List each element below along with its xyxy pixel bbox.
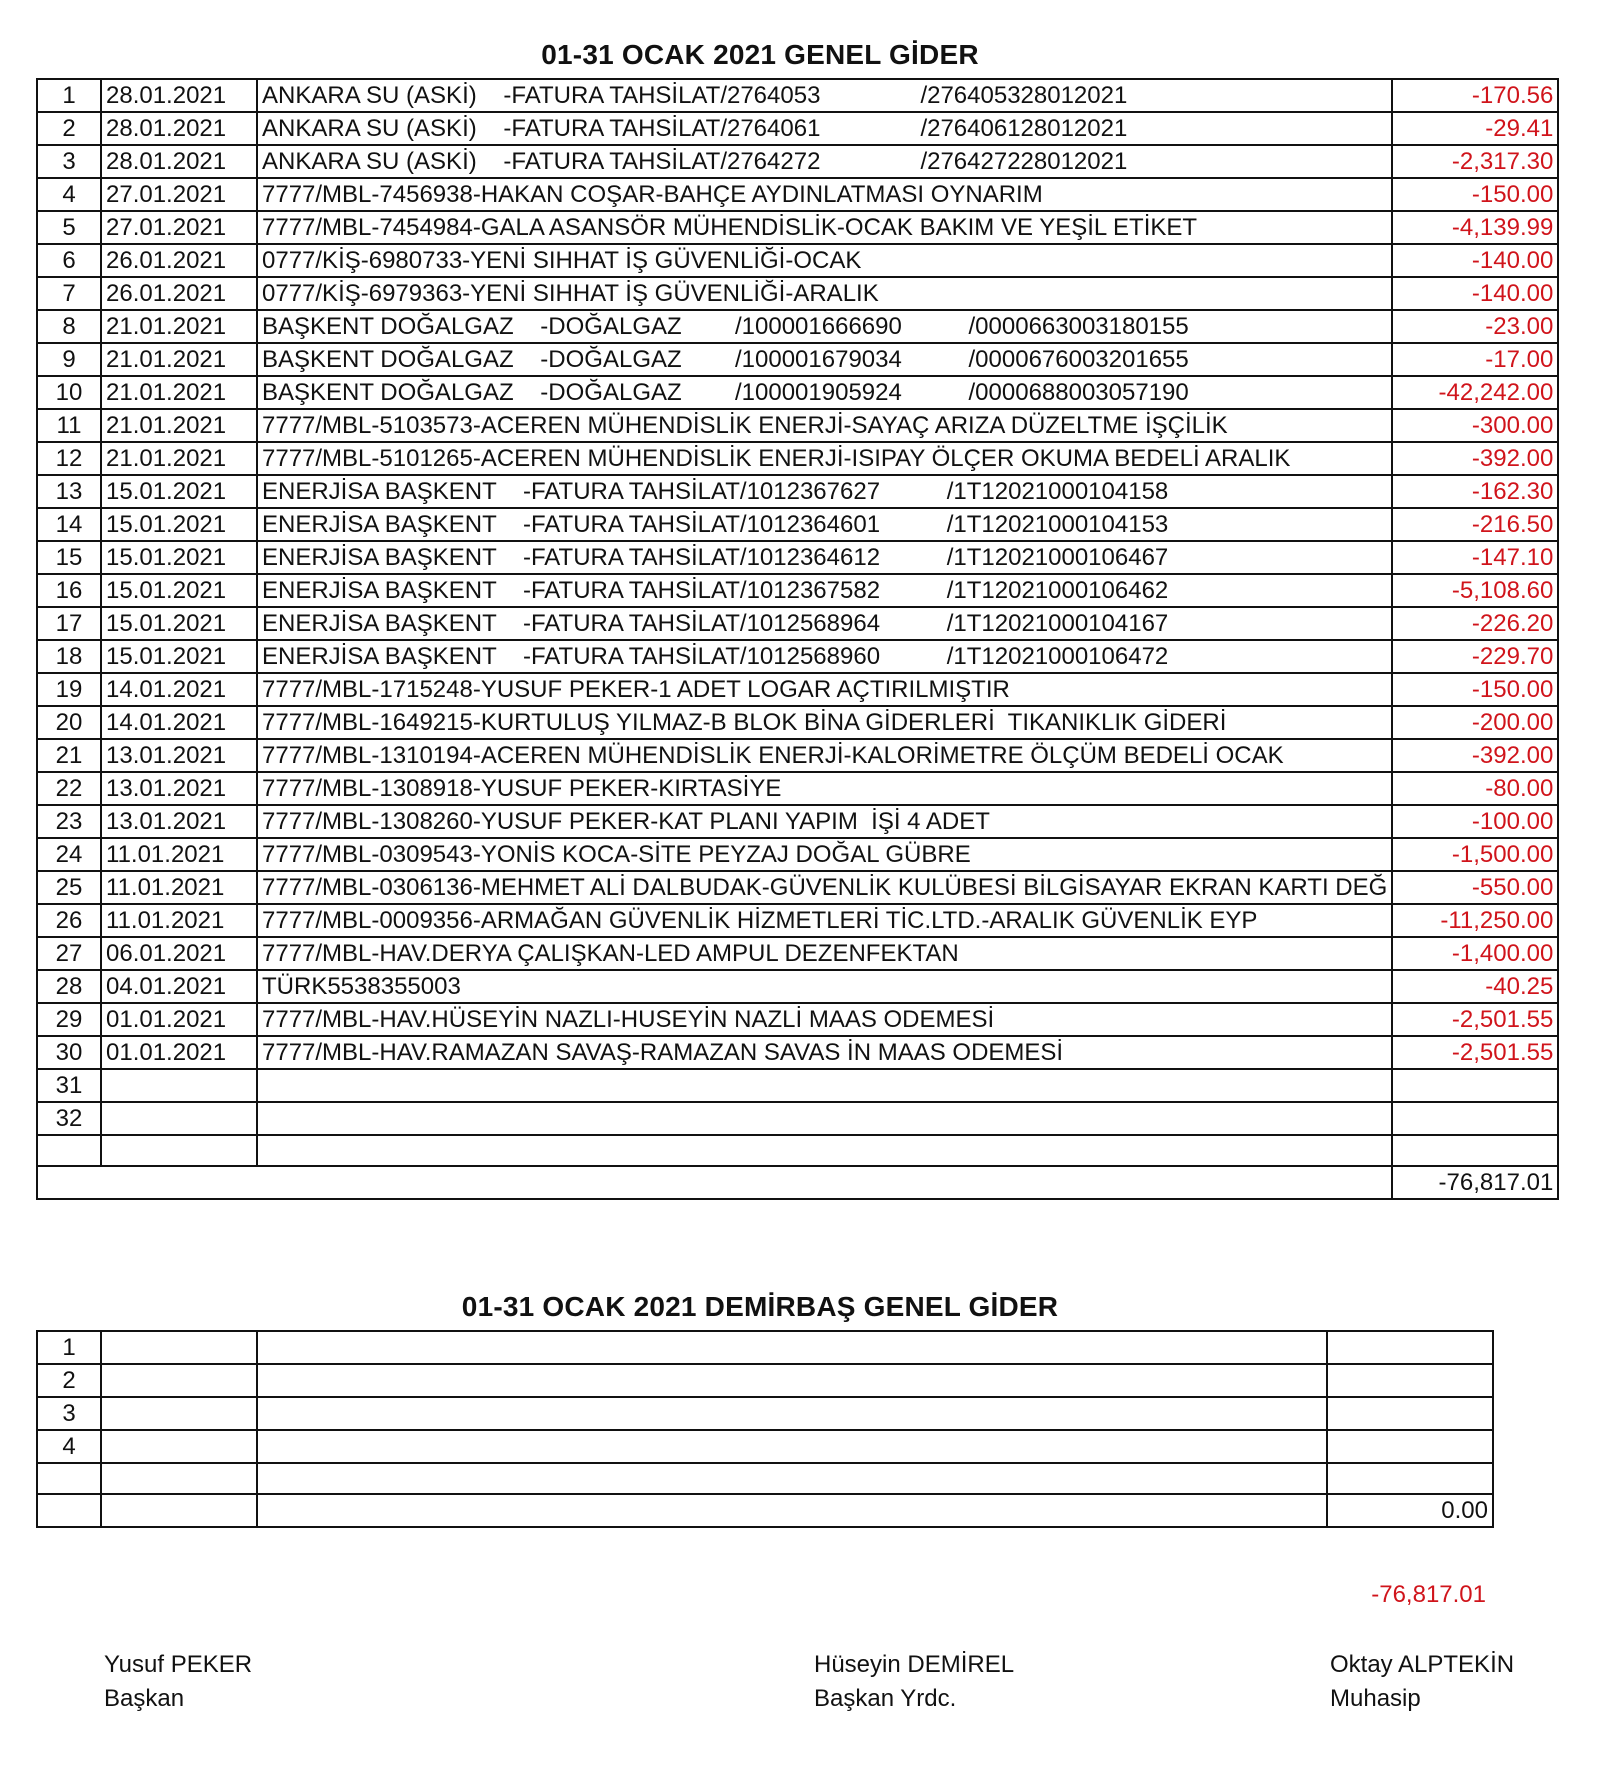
- table-row: [37, 1364, 1493, 1397]
- row-date: [101, 1069, 257, 1102]
- table-row: [37, 640, 1558, 673]
- row-description: ENERJİSA BAŞKENT -FATURA TAHSİLAT/1012367582 /1T12021000106462: [257, 574, 1392, 607]
- row-amount: [1392, 1135, 1558, 1166]
- row-amount: -4,139.99: [1392, 211, 1558, 244]
- row-date: 15.01.2021: [101, 475, 257, 508]
- row-date: 01.01.2021: [101, 1036, 257, 1069]
- table-row: [37, 1463, 1493, 1494]
- row-description: ENERJİSA BAŞKENT -FATURA TAHSİLAT/1012568960 /1T12021000106472: [257, 640, 1392, 673]
- row-description: [257, 1430, 1327, 1463]
- table-row: [37, 937, 1558, 970]
- row-date: 14.01.2021: [101, 673, 257, 706]
- grand-total: -76,817.01: [1371, 1581, 1486, 1608]
- row-number: 10: [37, 376, 101, 409]
- row-description: 7777/MBL-1310194-ACEREN MÜHENDİSLİK ENERJİ-KALORİMETRE ÖLÇÜM BEDELİ OCAK: [257, 739, 1392, 772]
- row-date: 21.01.2021: [101, 376, 257, 409]
- row-description: BAŞKENT DOĞALGAZ -DOĞALGAZ /100001679034 /0000676003201655: [257, 343, 1392, 376]
- row-description: [257, 1364, 1327, 1397]
- row-description: 7777/MBL-1715248-YUSUF PEKER-1 ADET LOGAR AÇTIRILMIŞTIR: [257, 673, 1392, 706]
- row-amount: -300.00: [1392, 409, 1558, 442]
- table-row: [37, 541, 1558, 574]
- row-description: ANKARA SU (ASKİ) -FATURA TAHSİLAT/2764061 /276406128012021: [257, 112, 1392, 145]
- row-date: 26.01.2021: [101, 277, 257, 310]
- row-description: [257, 1397, 1327, 1430]
- row-number: 8: [37, 310, 101, 343]
- row-amount: -2,501.55: [1392, 1036, 1558, 1069]
- total-spacer: [37, 1494, 101, 1527]
- table-row: [37, 310, 1558, 343]
- row-number: [37, 1135, 101, 1166]
- row-amount: -392.00: [1392, 442, 1558, 475]
- row-amount: [1327, 1364, 1493, 1397]
- row-date: 11.01.2021: [101, 904, 257, 937]
- row-amount: [1392, 1102, 1558, 1135]
- row-number: 5: [37, 211, 101, 244]
- row-description: 7777/MBL-7456938-HAKAN COŞAR-BAHÇE AYDINLATMASI OYNARIM: [257, 178, 1392, 211]
- row-number: 1: [37, 79, 101, 112]
- row-description: ANKARA SU (ASKİ) -FATURA TAHSİLAT/2764272 /276427228012021: [257, 145, 1392, 178]
- general-expense-total: -76,817.01: [1392, 1166, 1558, 1199]
- table-row: [37, 1331, 1493, 1364]
- table-row: [37, 277, 1558, 310]
- row-number: 2: [37, 1364, 101, 1397]
- row-date: 06.01.2021: [101, 937, 257, 970]
- row-number: 30: [37, 1036, 101, 1069]
- row-date: 14.01.2021: [101, 706, 257, 739]
- table-row: [37, 79, 1558, 112]
- row-number: 18: [37, 640, 101, 673]
- row-amount: -162.30: [1392, 475, 1558, 508]
- row-date: 11.01.2021: [101, 871, 257, 904]
- row-date: 15.01.2021: [101, 508, 257, 541]
- table-row: [37, 343, 1558, 376]
- row-amount: -170.56: [1392, 79, 1558, 112]
- row-number: 21: [37, 739, 101, 772]
- row-number: 27: [37, 937, 101, 970]
- row-amount: [1327, 1397, 1493, 1430]
- row-amount: -2,501.55: [1392, 1003, 1558, 1036]
- general-expense-rows: [37, 79, 1558, 1166]
- row-date: 15.01.2021: [101, 541, 257, 574]
- row-number: 23: [37, 805, 101, 838]
- row-date: 13.01.2021: [101, 805, 257, 838]
- general-expense-title: 01-31 OCAK 2021 GENEL GİDER: [541, 39, 979, 70]
- row-amount: -23.00: [1392, 310, 1558, 343]
- row-number: 19: [37, 673, 101, 706]
- table-row: [37, 772, 1558, 805]
- table-row: [37, 1036, 1558, 1069]
- row-date: [101, 1135, 257, 1166]
- signature-role: Başkan: [104, 1685, 185, 1712]
- fixture-expense-title: 01-31 OCAK 2021 DEMİRBAŞ GENEL GİDER: [461, 1291, 1059, 1322]
- signature-role: Muhasip: [1330, 1685, 1421, 1712]
- total-spacer: [257, 1494, 1327, 1527]
- row-number: 2: [37, 112, 101, 145]
- row-description: [257, 1331, 1327, 1364]
- signature-block-accountant: [1330, 1648, 1514, 1716]
- row-number: 15: [37, 541, 101, 574]
- row-date: [101, 1397, 257, 1430]
- row-number: 13: [37, 475, 101, 508]
- row-date: 26.01.2021: [101, 244, 257, 277]
- row-description: [257, 1135, 1392, 1166]
- row-number: 31: [37, 1069, 101, 1102]
- row-date: 04.01.2021: [101, 970, 257, 1003]
- row-amount: -2,317.30: [1392, 145, 1558, 178]
- row-date: [101, 1430, 257, 1463]
- row-amount: -29.41: [1392, 112, 1558, 145]
- row-amount: -150.00: [1392, 178, 1558, 211]
- row-number: 14: [37, 508, 101, 541]
- table-row: [37, 244, 1558, 277]
- row-amount: -1,400.00: [1392, 937, 1558, 970]
- table-row: [37, 178, 1558, 211]
- row-description: BAŞKENT DOĞALGAZ -DOĞALGAZ /100001905924 /0000688003057190: [257, 376, 1392, 409]
- row-amount: [1392, 1069, 1558, 1102]
- row-description: ANKARA SU (ASKİ) -FATURA TAHSİLAT/2764053 /276405328012021: [257, 79, 1392, 112]
- table-row: [37, 838, 1558, 871]
- row-date: [101, 1331, 257, 1364]
- fixture-expense-table: [36, 1330, 1494, 1528]
- table-row: [37, 1430, 1493, 1463]
- row-number: 3: [37, 1397, 101, 1430]
- row-date: 21.01.2021: [101, 310, 257, 343]
- row-date: 15.01.2021: [101, 574, 257, 607]
- row-date: 21.01.2021: [101, 343, 257, 376]
- row-number: 3: [37, 145, 101, 178]
- table-row: [37, 1069, 1558, 1102]
- row-amount: -216.50: [1392, 508, 1558, 541]
- row-amount: [1327, 1430, 1493, 1463]
- table-row: [37, 574, 1558, 607]
- row-amount: -1,500.00: [1392, 838, 1558, 871]
- row-number: 29: [37, 1003, 101, 1036]
- table-row: [37, 607, 1558, 640]
- table-row: [37, 805, 1558, 838]
- table-row: [37, 508, 1558, 541]
- row-number: 4: [37, 178, 101, 211]
- row-amount: -150.00: [1392, 673, 1558, 706]
- row-amount: -229.70: [1392, 640, 1558, 673]
- table-row: [37, 871, 1558, 904]
- row-amount: -42,242.00: [1392, 376, 1558, 409]
- table-row: [37, 211, 1558, 244]
- table-row: [37, 409, 1558, 442]
- row-description: 7777/MBL-1649215-KURTULUŞ YILMAZ-B BLOK BİNA GİDERLERİ TIKANIKLIK GİDERİ: [257, 706, 1392, 739]
- row-description: 7777/MBL-HAV.HÜSEYİN NAZLI-HUSEYİN NAZLİ MAAS ODEMESİ: [257, 1003, 1392, 1036]
- table-row: [37, 1102, 1558, 1135]
- row-date: 15.01.2021: [101, 607, 257, 640]
- row-description: ENERJİSA BAŞKENT -FATURA TAHSİLAT/1012364612 /1T12021000106467: [257, 541, 1392, 574]
- signature-name: Yusuf PEKER: [104, 1651, 253, 1678]
- table-row: [37, 112, 1558, 145]
- row-number: 25: [37, 871, 101, 904]
- table-row: [37, 145, 1558, 178]
- row-date: 27.01.2021: [101, 211, 257, 244]
- total-spacer: [101, 1494, 257, 1527]
- table-row: [37, 739, 1558, 772]
- row-amount: -392.00: [1392, 739, 1558, 772]
- total-spacer: [37, 1166, 1392, 1199]
- row-date: [101, 1364, 257, 1397]
- row-date: 01.01.2021: [101, 1003, 257, 1036]
- row-amount: -226.20: [1392, 607, 1558, 640]
- row-date: 21.01.2021: [101, 442, 257, 475]
- row-number: 26: [37, 904, 101, 937]
- row-amount: -147.10: [1392, 541, 1558, 574]
- general-expense-total-row: [37, 1166, 1558, 1199]
- table-row: [37, 673, 1558, 706]
- row-number: 32: [37, 1102, 101, 1135]
- row-number: 6: [37, 244, 101, 277]
- row-description: 7777/MBL-0009356-ARMAĞAN GÜVENLİK HİZMETLERİ TİC.LTD.-ARALIK GÜVENLİK EYP: [257, 904, 1392, 937]
- row-amount: -140.00: [1392, 277, 1558, 310]
- table-row: [37, 376, 1558, 409]
- fixture-expense-rows: [37, 1331, 1493, 1494]
- table-row: [37, 1003, 1558, 1036]
- row-description: ENERJİSA BAŞKENT -FATURA TAHSİLAT/1012367627 /1T12021000104158: [257, 475, 1392, 508]
- row-date: 13.01.2021: [101, 772, 257, 805]
- signature-block-president: [104, 1648, 252, 1716]
- row-date: 28.01.2021: [101, 79, 257, 112]
- row-description: 7777/MBL-0306136-MEHMET ALİ DALBUDAK-GÜVENLİK KULÜBESİ BİLGİSAYAR EKRAN KARTI DEĞ: [257, 871, 1392, 904]
- row-amount: -140.00: [1392, 244, 1558, 277]
- row-date: 21.01.2021: [101, 409, 257, 442]
- row-date: 11.01.2021: [101, 838, 257, 871]
- row-description: 7777/MBL-1308260-YUSUF PEKER-KAT PLANI YAPIM İŞİ 4 ADET: [257, 805, 1392, 838]
- signature-role: Başkan Yrdc.: [814, 1685, 957, 1712]
- row-date: 28.01.2021: [101, 145, 257, 178]
- row-number: 4: [37, 1430, 101, 1463]
- row-description: 7777/MBL-5101265-ACEREN MÜHENDİSLİK ENERJİ-ISIPAY ÖLÇER OKUMA BEDELİ ARALIK: [257, 442, 1392, 475]
- row-amount: [1327, 1331, 1493, 1364]
- row-date: 15.01.2021: [101, 640, 257, 673]
- row-amount: -5,108.60: [1392, 574, 1558, 607]
- row-number: 7: [37, 277, 101, 310]
- table-row: [37, 1135, 1558, 1166]
- row-number: 1: [37, 1331, 101, 1364]
- row-description: TÜRK5538355003: [257, 970, 1392, 1003]
- row-date: 13.01.2021: [101, 739, 257, 772]
- row-date: 27.01.2021: [101, 178, 257, 211]
- row-number: 20: [37, 706, 101, 739]
- row-amount: [1327, 1463, 1493, 1494]
- general-expense-table: [36, 78, 1559, 1200]
- signature-name: Oktay ALPTEKİN: [1330, 1651, 1515, 1678]
- table-row: [37, 706, 1558, 739]
- row-amount: -200.00: [1392, 706, 1558, 739]
- row-amount: -80.00: [1392, 772, 1558, 805]
- row-number: 9: [37, 343, 101, 376]
- row-date: [101, 1102, 257, 1135]
- row-description: [257, 1069, 1392, 1102]
- signature-block-vice-president: [814, 1648, 1014, 1716]
- row-description: 7777/MBL-0309543-YONİS KOCA-SİTE PEYZAJ DOĞAL GÜBRE: [257, 838, 1392, 871]
- row-description: 0777/KİŞ-6980733-YENİ SIHHAT İŞ GÜVENLİĞİ-OCAK: [257, 244, 1392, 277]
- row-description: ENERJİSA BAŞKENT -FATURA TAHSİLAT/1012568964 /1T12021000104167: [257, 607, 1392, 640]
- row-amount: -100.00: [1392, 805, 1558, 838]
- fixture-expense-total: 0.00: [1327, 1494, 1493, 1527]
- table-row: [37, 970, 1558, 1003]
- table-row: [37, 442, 1558, 475]
- table-row: [37, 1397, 1493, 1430]
- row-date: [101, 1463, 257, 1494]
- row-description: 0777/KİŞ-6979363-YENİ SIHHAT İŞ GÜVENLİĞİ-ARALIK: [257, 277, 1392, 310]
- row-description: 7777/MBL-HAV.DERYA ÇALIŞKAN-LED AMPUL DEZENFEKTAN: [257, 937, 1392, 970]
- fixture-expense-total-row: [37, 1494, 1493, 1527]
- row-amount: -40.25: [1392, 970, 1558, 1003]
- row-number: [37, 1463, 101, 1494]
- row-date: 28.01.2021: [101, 112, 257, 145]
- row-number: 16: [37, 574, 101, 607]
- row-description: [257, 1102, 1392, 1135]
- signature-name: Hüseyin DEMİREL: [814, 1651, 1015, 1678]
- row-number: 24: [37, 838, 101, 871]
- table-row: [37, 475, 1558, 508]
- row-description: 7777/MBL-1308918-YUSUF PEKER-KIRTASİYE: [257, 772, 1392, 805]
- row-description: 7777/MBL-5103573-ACEREN MÜHENDİSLİK ENERJİ-SAYAÇ ARIZA DÜZELTME İŞÇİLİK: [257, 409, 1392, 442]
- row-number: 12: [37, 442, 101, 475]
- row-number: 17: [37, 607, 101, 640]
- row-amount: -11,250.00: [1392, 904, 1558, 937]
- row-number: 11: [37, 409, 101, 442]
- row-number: 28: [37, 970, 101, 1003]
- row-description: 7777/MBL-7454984-GALA ASANSÖR MÜHENDİSLİK-OCAK BAKIM VE YEŞİL ETİKET: [257, 211, 1392, 244]
- row-description: 7777/MBL-HAV.RAMAZAN SAVAŞ-RAMAZAN SAVAS İN MAAS ODEMESİ: [257, 1036, 1392, 1069]
- row-number: 22: [37, 772, 101, 805]
- table-row: [37, 904, 1558, 937]
- row-description: BAŞKENT DOĞALGAZ -DOĞALGAZ /100001666690 /0000663003180155: [257, 310, 1392, 343]
- row-description: ENERJİSA BAŞKENT -FATURA TAHSİLAT/1012364601 /1T12021000104153: [257, 508, 1392, 541]
- row-description: [257, 1463, 1327, 1494]
- row-amount: -550.00: [1392, 871, 1558, 904]
- row-amount: -17.00: [1392, 343, 1558, 376]
